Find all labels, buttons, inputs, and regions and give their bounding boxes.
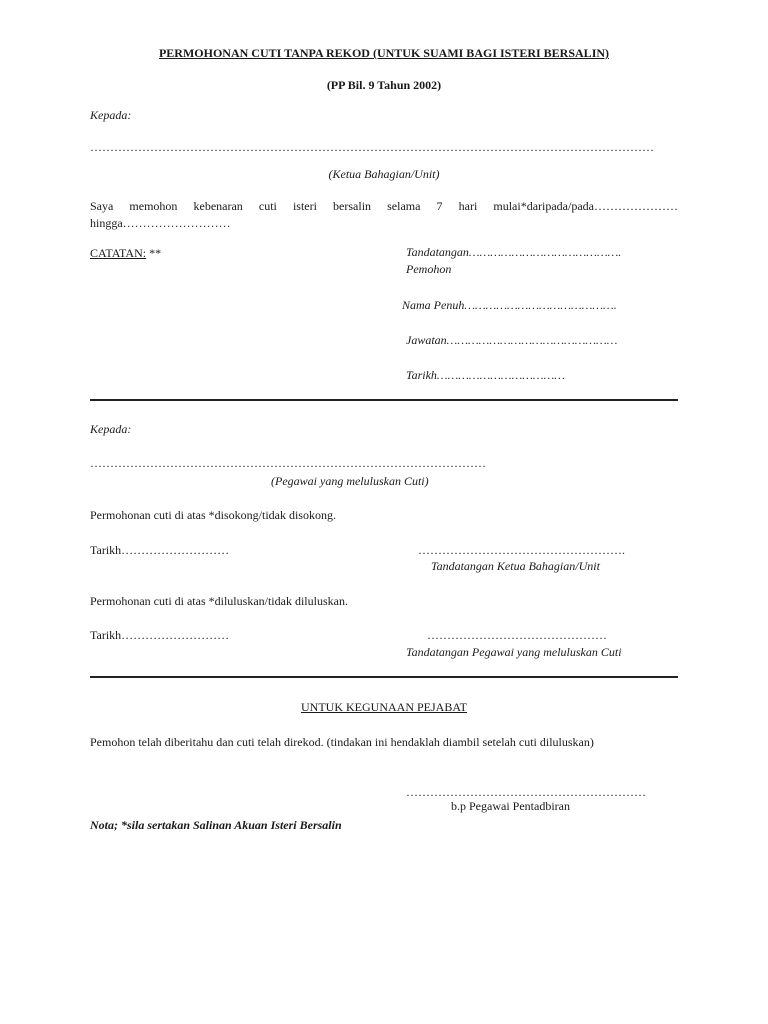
ketua-signature-dots: …………………………………………….	[418, 543, 625, 557]
ketua-bahagian-label: (Ketua Bahagian/Unit)	[328, 167, 440, 181]
catatan-mark: **	[149, 246, 162, 260]
jawatan-field: Jawatan…………………………………………	[406, 333, 618, 347]
tarikh-field-3: Tarikh………………………	[90, 628, 230, 642]
nama-penuh-field: Nama Penuh…………………………………….	[402, 298, 617, 312]
section-divider-1	[90, 399, 678, 401]
recipient-dots-2: ………………………………………………………………………………………	[90, 456, 486, 470]
lulus-text: Permohonan cuti di atas *diluluskan/tidak diluluskan.	[90, 594, 348, 608]
statement-line-2: hingga………………………	[90, 216, 231, 230]
form-title: PERMOHONAN CUTI TANPA REKOD (UNTUK SUAMI BAGI ISTERI BERSALIN)	[158, 46, 610, 60]
tarikh-field-2: Tarikh………………………	[90, 543, 230, 557]
kepada-label-2: Kepada:	[90, 422, 132, 436]
admin-signature-label: b.p Pegawai Pentadbiran	[451, 799, 570, 813]
pegawai-signature-label: Tandatangan Pegawai yang meluluskan Cuti	[406, 645, 622, 659]
pegawai-label: (Pegawai yang meluluskan Cuti)	[271, 474, 429, 488]
admin-signature-dots: ……………………………………………………	[406, 785, 646, 799]
ketua-signature-label: Tandatangan Ketua Bahagian/Unit	[431, 559, 600, 573]
pegawai-signature-dots: ………………………………………	[427, 628, 607, 642]
pemohon-label: Pemohon	[406, 262, 452, 276]
catatan-block	[90, 245, 161, 261]
nota-text: Nota; *sila sertakan Salinan Akuan Isteri Bersalin	[90, 818, 342, 832]
form-subtitle: (PP Bil. 9 Tahun 2002)	[326, 78, 442, 92]
sokong-text: Permohonan cuti di atas *disokong/tidak disokong.	[90, 508, 336, 522]
recipient-dots-1: ……………………………………………………………………………………………………………………………	[90, 140, 654, 154]
section-divider-2	[90, 676, 678, 678]
catatan-label: CATATAN:	[90, 246, 147, 260]
kepada-label-1: Kepada:	[90, 108, 132, 122]
office-use-heading: UNTUK KEGUNAAN PEJABAT	[301, 700, 467, 714]
statement-line-1: Saya memohon kebenaran cuti isteri bersalin selama 7 hari mulai*daripada/pada…………………	[90, 199, 678, 213]
tarikh-field-1: Tarikh………………………………	[406, 368, 565, 382]
tandatangan-field: Tandatangan…………………………………….	[406, 245, 622, 259]
office-use-text: Pemohon telah diberitahu dan cuti telah direkod. (tindakan ini hendaklah diambil setelah cuti diluluskan)	[90, 735, 594, 749]
